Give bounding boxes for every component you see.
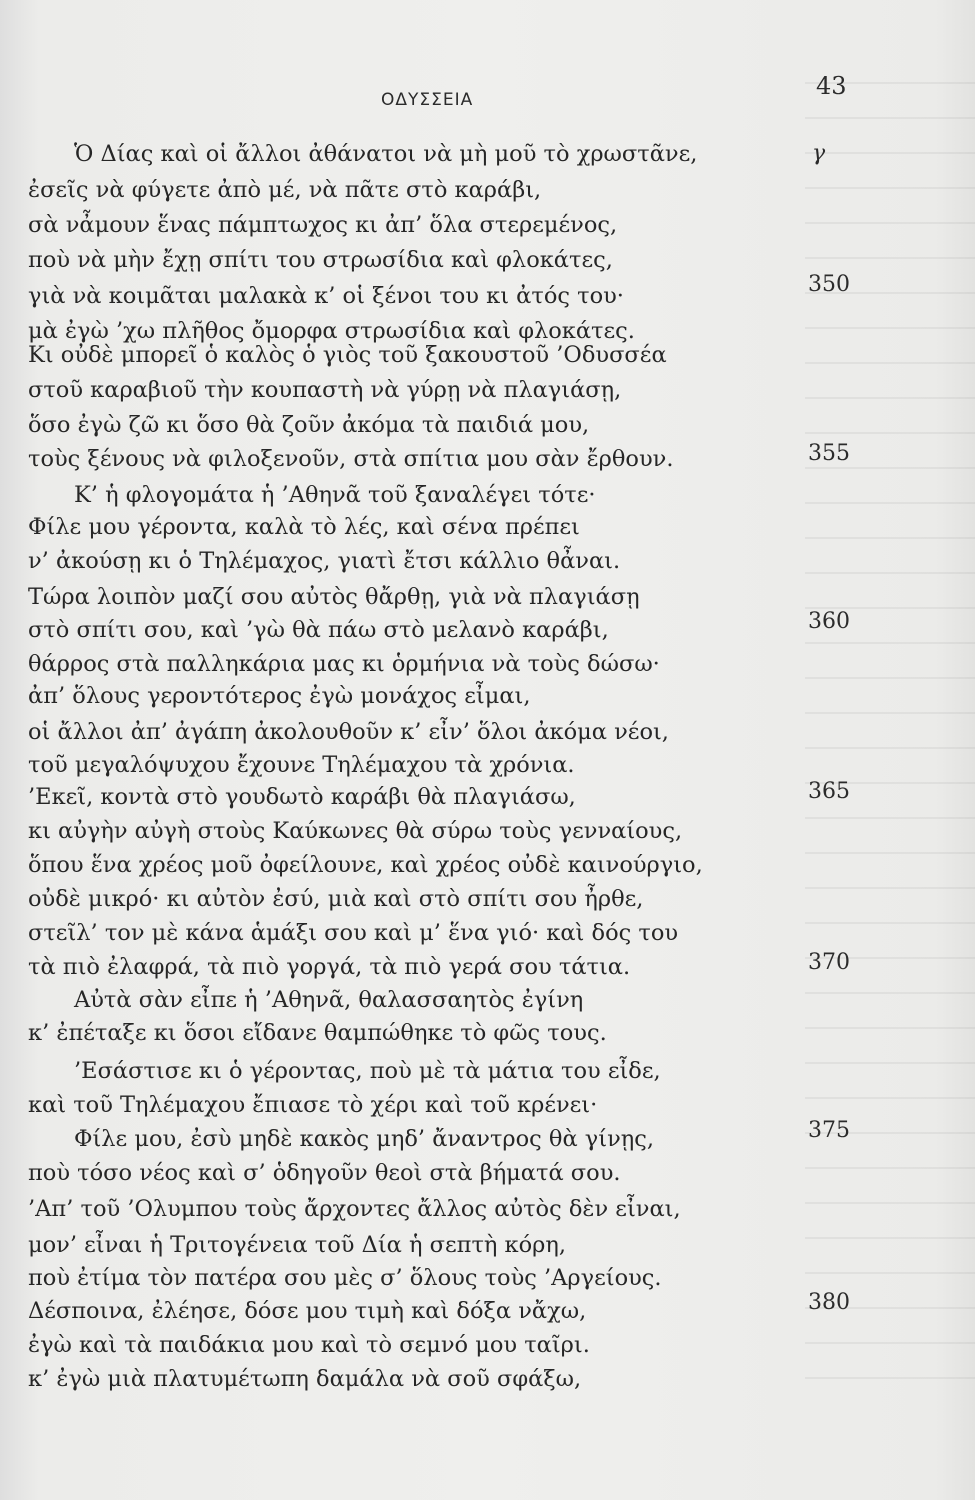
verse-line: κι αὐγὴν αὐγὴ στοὺς Καύκωνες θὰ σύρω τοὺς γενναίους, — [28, 818, 683, 844]
verse-line: οὐδὲ μικρό· κι αὐτὸν ἐσύ, μιὰ καὶ στὸ σπίτι σου ἦρθε, — [28, 886, 644, 912]
verse-line: ποὺ ἐτίμα τὸν πατέρα σου μὲς σ’ ὅλους τοὺς ’Αργείους. — [28, 1265, 662, 1291]
verse-line: ν’ ἀκούσῃ κι ὁ Τηλέμαχος, γιατὶ ἔτσι κάλλιο θἆναι. — [28, 548, 621, 574]
line-number: 365 — [808, 779, 850, 804]
book-marker: γ — [812, 141, 826, 166]
verse-line: ’Απ’ τοῦ ’Ολυμπου τοὺς ἄρχοντες ἄλλος αὐτὸς δὲν εἶναι, — [28, 1196, 681, 1222]
verse-line: τοῦ μεγαλόψυχου ἔχουνε Τηλέμαχου τὰ χρόνια. — [28, 752, 575, 778]
verse-line: σὰ νἆμουν ἕνας πάμπτωχος κι ἀπ’ ὅλα στερεμένος, — [28, 212, 618, 238]
verse-line: στὸ σπίτι σου, καὶ ’γὼ θὰ πάω στὸ μελανὸ καράβι, — [28, 617, 609, 643]
verse-line: θάρρος στὰ παλληκάρια μας κι ὁρμήνια νὰ τοὺς δώσω· — [28, 651, 660, 677]
verse-line: καὶ τοῦ Τηλέμαχου ἔπιασε τὸ χέρι καὶ τοῦ κρένει· — [28, 1092, 598, 1118]
verse-line: τοὺς ξένους νὰ φιλοξενοῦν, στὰ σπίτια μου σὰν ἔρθουν. — [28, 446, 674, 472]
verse-line: ὅπου ἕνα χρέος μοῦ ὀφείλουνε, καὶ χρέος οὐδὲ καινούργιο, — [28, 852, 703, 878]
running-title: ΟΔΥΣΣΕΙΑ — [381, 90, 474, 110]
verse-line: Τώρα λοιπὸν μαζί σου αὐτὸς θἄρθῃ, γιὰ νὰ πλαγιάσῃ — [28, 584, 640, 610]
verse-line: Δέσποινα, ἐλέησε, δόσε μου τιμὴ καὶ δόξα νἄχω, — [28, 1298, 587, 1324]
verse-line: Ὁ Δίας καὶ οἱ ἄλλοι ἀθάνατοι νὰ μὴ μοῦ τὸ χρωστᾶνε, — [74, 141, 698, 167]
verse-line: Αὐτὰ σὰν εἶπε ἡ ’Αθηνᾶ, θαλασσαητὸς ἐγίνη — [74, 987, 584, 1013]
verse-line: κ’ ἐπέταξε κι ὅσοι εἴδανε θαμπώθηκε τὸ φῶς τους. — [28, 1020, 607, 1046]
verse-line: Κι οὐδὲ μπορεῖ ὁ καλὸς ὁ γιὸς τοῦ ξακουστοῦ ’Οδυσσέα — [28, 342, 667, 368]
line-number: 355 — [808, 441, 850, 466]
verse-line: ποὺ νὰ μὴν ἔχῃ σπίτι του στρωσίδια καὶ φλοκάτες, — [28, 247, 613, 273]
line-number: 370 — [808, 950, 850, 975]
verse-line: γιὰ νὰ κοιμᾶται μαλακὰ κ’ οἱ ξένοι του κι ἀτός του· — [28, 283, 624, 309]
page-number: 43 — [816, 72, 847, 100]
verse-line: ’Εσάστισε κι ὁ γέροντας, ποὺ μὲ τὰ μάτια του εἶδε, — [74, 1058, 661, 1084]
verse-line: ὅσο ἐγὼ ζῶ κι ὅσο θὰ ζοῦν ἀκόμα τὰ παιδιά μου, — [28, 412, 590, 438]
line-number: 375 — [808, 1118, 850, 1143]
line-number: 350 — [808, 272, 850, 297]
verse-line: κ’ ἐγὼ μιὰ πλατυμέτωπη δαμάλα νὰ σοῦ σφάξω, — [28, 1366, 582, 1392]
verse-line: στοῦ καραβιοῦ τὴν κουπαστὴ νὰ γύρῃ νὰ πλαγιάσῃ, — [28, 377, 622, 403]
verse-line: μον’ εἶναι ἡ Τριτογένεια τοῦ Δία ἡ σεπτὴ κόρη, — [28, 1232, 566, 1258]
verse-line: οἱ ἄλλοι ἀπ’ ἀγάπη ἀκολουθοῦν κ’ εἶν’ ὅλοι ἀκόμα νέοι, — [28, 719, 669, 745]
verse-line: ἀπ’ ὅλους γεροντότερος ἐγὼ μονάχος εἶμαι, — [28, 683, 531, 709]
verse-line: ἐσεῖς νὰ φύγετε ἀπὸ μέ, νὰ πᾶτε στὸ καράβι, — [28, 177, 542, 203]
verse-line: στεῖλ’ τον μὲ κάνα ἁμάξι σου καὶ μ’ ἕνα γιό· καὶ δός του — [28, 920, 679, 946]
line-number: 360 — [808, 609, 850, 634]
verse-line: Κ’ ἡ φλογομάτα ἡ ’Αθηνᾶ τοῦ ξαναλέγει τότε· — [74, 482, 596, 508]
verse-line: ποὺ τόσο νέος καὶ σ’ ὁδηγοῦν θεοὶ στὰ βήματά σου. — [28, 1160, 621, 1186]
verse-line: Φίλε μου γέροντα, καλὰ τὸ λές, καὶ σένα πρέπει — [28, 514, 580, 540]
line-number: 380 — [808, 1290, 850, 1315]
verse-line: μὰ ἐγὼ ’χω πλῆθος ὄμορφα στρωσίδια καὶ φλοκάτες. — [28, 318, 635, 344]
verse-line: ’Εκεῖ, κοντὰ στὸ γουδωτὸ καράβι θὰ πλαγιάσω, — [28, 784, 576, 810]
verse-line: τὰ πιὸ ἐλαφρά, τὰ πιὸ γοργά, τὰ πιὸ γερά σου τάτια. — [28, 954, 631, 980]
verse-line: Φίλε μου, ἐσὺ μηδὲ κακὸς μηδ’ ἄναντρος θὰ γίνῃς, — [74, 1126, 654, 1152]
verse-line: ἐγὼ καὶ τὰ παιδάκια μου καὶ τὸ σεμνό μου ταῖρι. — [28, 1332, 590, 1358]
